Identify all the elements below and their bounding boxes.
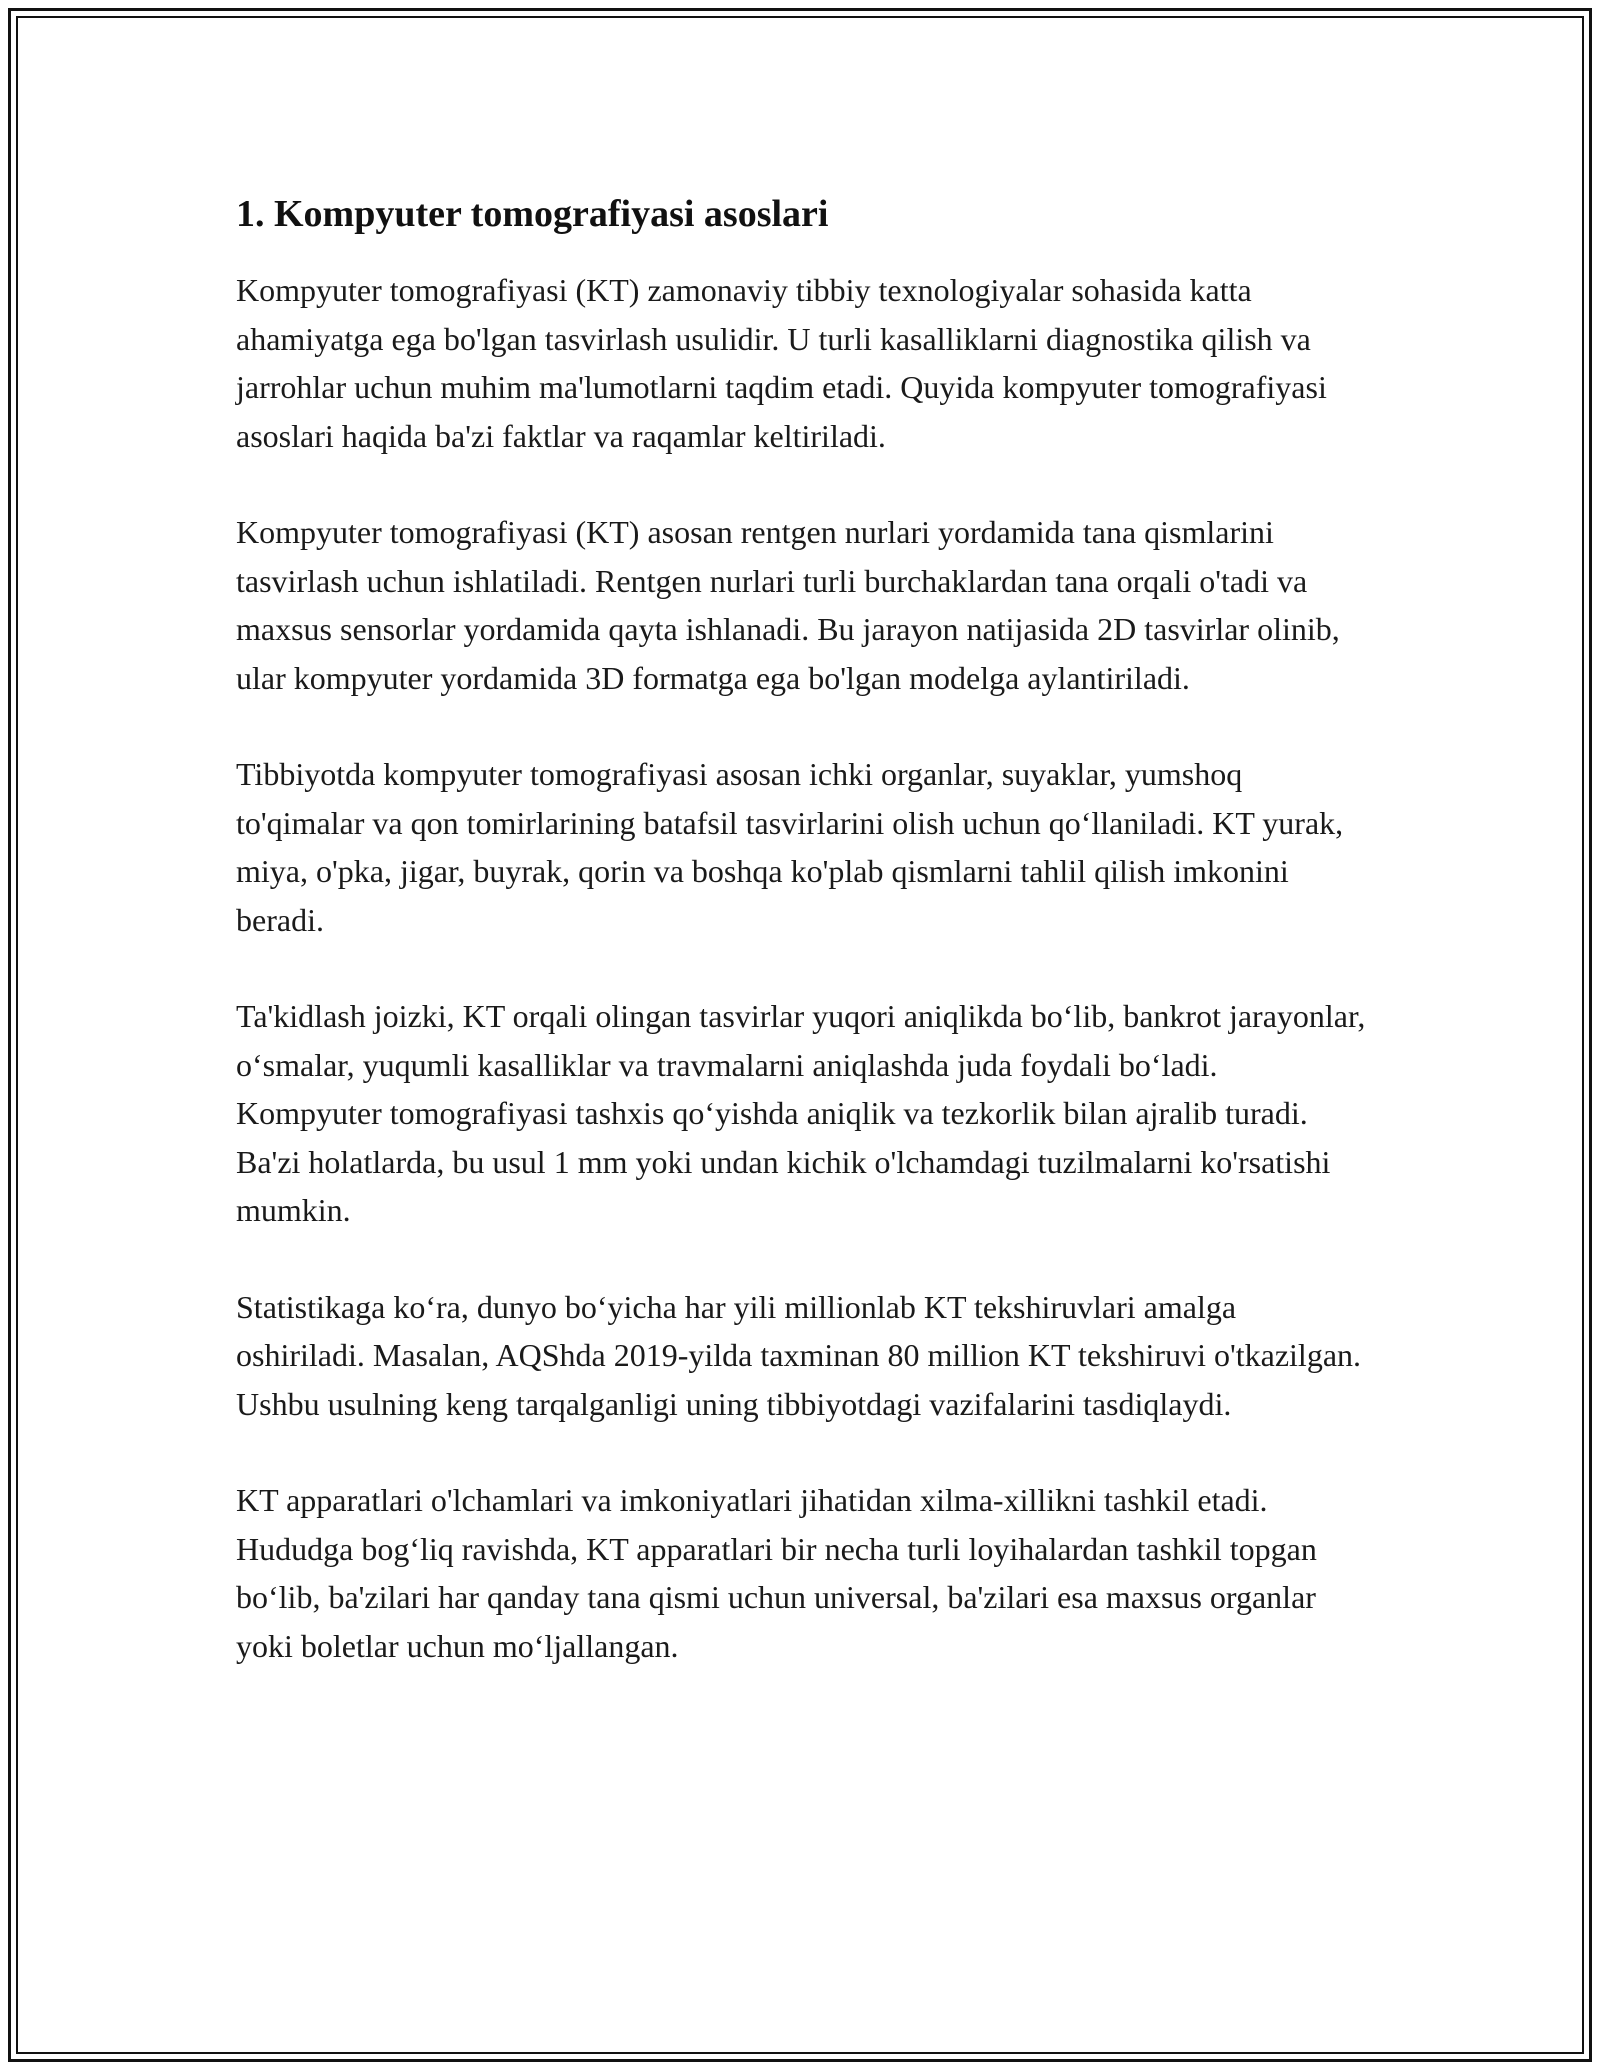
paragraph-xray-method: Kompyuter tomografiyasi (KT) asosan rentgen nurlari yordamida tana qismlarini tasvirlash uchun ishlatiladi. Rentgen nurlari turli burchaklardan tana orqali o'tadi va maxsus sensorlar yordamida qayta ishlanadi. Bu jarayon natijasida 2D tasvirlar olinib, ular kompyuter yordamida 3D formatga ega bo'lgan modelga aylantiriladi.: [236, 514, 1340, 696]
paragraph-accuracy: Ta'kidlash joizki, KT orqali olingan tasvirlar yuqori aniqlikda bo‘lib, bankrot jarayonlar, o‘smalar, yuqumli kasalliklar va travmalarni aniqlashda juda foydali bo‘ladi. Kompyuter tomografiyasi tashxis qo‘yishda aniqlik va tezkorlik bilan ajralib turadi. Ba'zi holatlarda, bu usul 1 mm yoki undan kichik o'lchamdagi tuzilmalarni ko'rsatishi mumkin.: [236, 998, 1366, 1228]
paragraph-intro: Kompyuter tomografiyasi (KT) zamonaviy tibbiy texnologiyalar sohasida katta ahamiyatga ega bo'lgan tasvirlash usulidir. U turli kasalliklarni diagnostika qilish va jarrohlar uchun muhim ma'lumotlarni taqdim etadi. Quyida kompyuter tomografiyasi asoslari haqida ba'zi faktlar va raqamlar keltiriladi.: [236, 272, 1327, 454]
paragraph-statistics: Statistikaga ko‘ra, dunyo bo‘yicha har yili millionlab KT tekshiruvlari amalga oshiriladi. Masalan, AQShda 2019-yilda taxminan 80 million KT tekshiruvi o'tkazilgan. Ushbu usulning keng tarqalganligi uning tibbiyotdagi vazifalarini tasdiqlaydi.: [236, 1288, 1362, 1422]
paragraph-medical-use: Tibbiyotda kompyuter tomografiyasi asosan ichki organlar, suyaklar, yumshoq to'qimalar va qon tomirlarining batafsil tasvirlarini olish uchun qo‘llaniladi. KT yurak, miya, o'pka, jigar, buyrak, qorin va boshqa ko'plab qismlarni tahlil qilish imkonini beradi.: [236, 756, 1344, 938]
document-body: [236, 188, 1366, 1718]
section-heading: 1. Kompyuter tomografiyasi asoslari: [236, 193, 829, 235]
paragraph-devices: KT apparatlari o'lchamlari va imkoniyatlari jihatidan xilma-xillikni tashkil etadi. Hududga bog‘liq ravishda, KT apparatlari bir necha turli loyihalardan tashkil topgan bo‘lib, ba'zilari har qanday tana qismi uchun universal, ba'zilari esa maxsus organlar yoki boletlar uchun mo‘ljallangan.: [236, 1482, 1317, 1664]
